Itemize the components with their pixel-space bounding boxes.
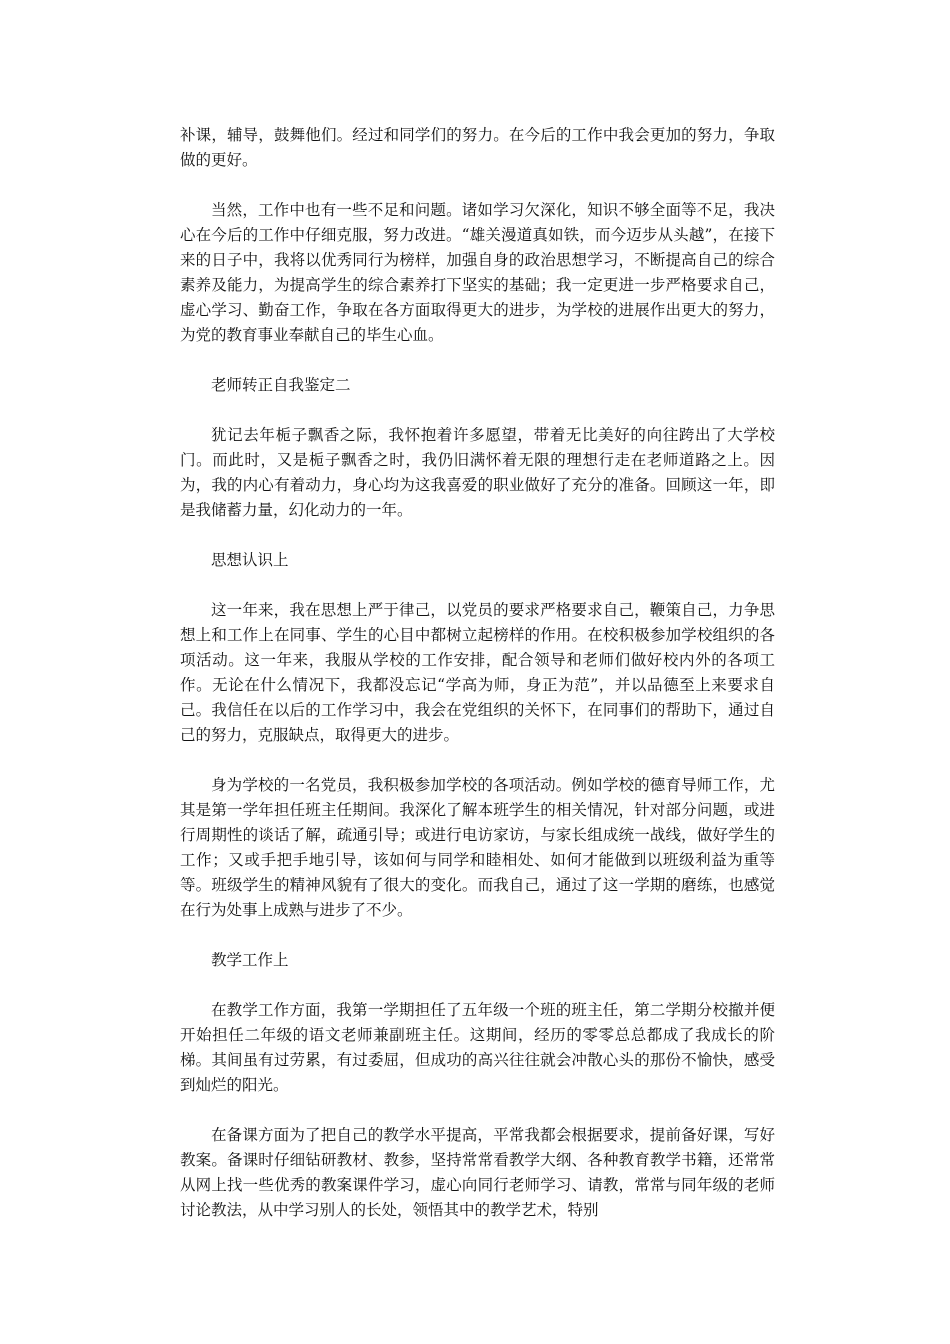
- section-heading-self-evaluation: 老师转正自我鉴定二: [211, 376, 351, 394]
- paragraph-6: 在教学工作方面，我第一学期担任了五年级一个班的班主任，第二学期分校撤并便开始担任二年级的语文老师兼副班主任。这期间，经历的零零总总都成了我成长的阶梯。其间虽有过劳累，有过委屈，但成功的高兴往往就会冲散心头的那份不愉快，感受到灿烂的阳光。: [180, 1001, 775, 1094]
- paragraph-7: 在备课方面为了把自己的教学水平提高，平常我都会根据要求，提前备好课，写好教案。备课时仔细钻研教材、教参，坚持常常看教学大纲、各种教育教学书籍，还常常从网上找一些优秀的教案课件学习，虚心向同行老师学习、请教，常常与同年级的老师讨论教法，从中学习别人的长处，领悟其中的教学艺术，特别: [180, 1126, 775, 1219]
- paragraph-2: 当然，工作中也有一些不足和问题。诸如学习欠深化，知识不够全面等不足，我决心在今后的工作中仔细克服，努力改进。“雄关漫道真如铁，而今迈步从头越”，在接下来的日子中，我将以优秀同行为榜样，加强自身的政治思想学习，不断提高自己的综合素养及能力，为提高学生的综合素养打下坚实的基础；我一定更进一步严格要求自己，虚心学习、勤奋工作，争取在各方面取得更大的进步，为学校的进展作出更大的努力，为党的教育事业奉献自己的毕生心血。: [180, 201, 775, 344]
- paragraph-1: 补课，辅导，鼓舞他们。经过和同学们的努力。在今后的工作中我会更加的努力，争取做的更好。: [180, 126, 775, 169]
- section-heading-ideology: 思想认识上: [211, 551, 289, 569]
- paragraph-4: 这一年来，我在思想上严于律己，以党员的要求严格要求自己，鞭策自己，力争思想上和工作上在同事、学生的心目中都树立起榜样的作用。在校积极参加学校组织的各项活动。这一年来，我服从学校的工作安排，配合领导和老师们做好校内外的各项工作。无论在什么情况下，我都没忘记“学高为师，身正为范”，并以品德至上来要求自己。我信任在以后的工作学习中，我会在党组织的关怀下，在同事们的帮助下，通过自己的努力，克服缺点，取得更大的进步。: [180, 601, 775, 744]
- document-page: [180, 123, 775, 1248]
- section-heading-teaching: 教学工作上: [211, 951, 289, 969]
- paragraph-3: 犹记去年栀子飘香之际，我怀抱着许多愿望，带着无比美好的向往跨出了大学校门。而此时，又是栀子飘香之时，我仍旧满怀着无限的理想行走在老师道路之上。因为，我的内心有着动力，身心均为这我喜爱的职业做好了充分的准备。回顾这一年，即是我储蓄力量，幻化动力的一年。: [180, 426, 775, 519]
- paragraph-5: 身为学校的一名党员，我积极参加学校的各项活动。例如学校的德育导师工作，尤其是第一学年担任班主任期间。我深化了解本班学生的相关情况，针对部分问题，或进行周期性的谈话了解，疏通引导；或进行电访家访，与家长组成统一战线，做好学生的工作；又或手把手地引导，该如何与同学和睦相处、如何才能做到以班级利益为重等等。班级学生的精神风貌有了很大的变化。而我自己，通过了这一学期的磨练，也感觉在行为处事上成熟与进步了不少。: [180, 776, 775, 919]
